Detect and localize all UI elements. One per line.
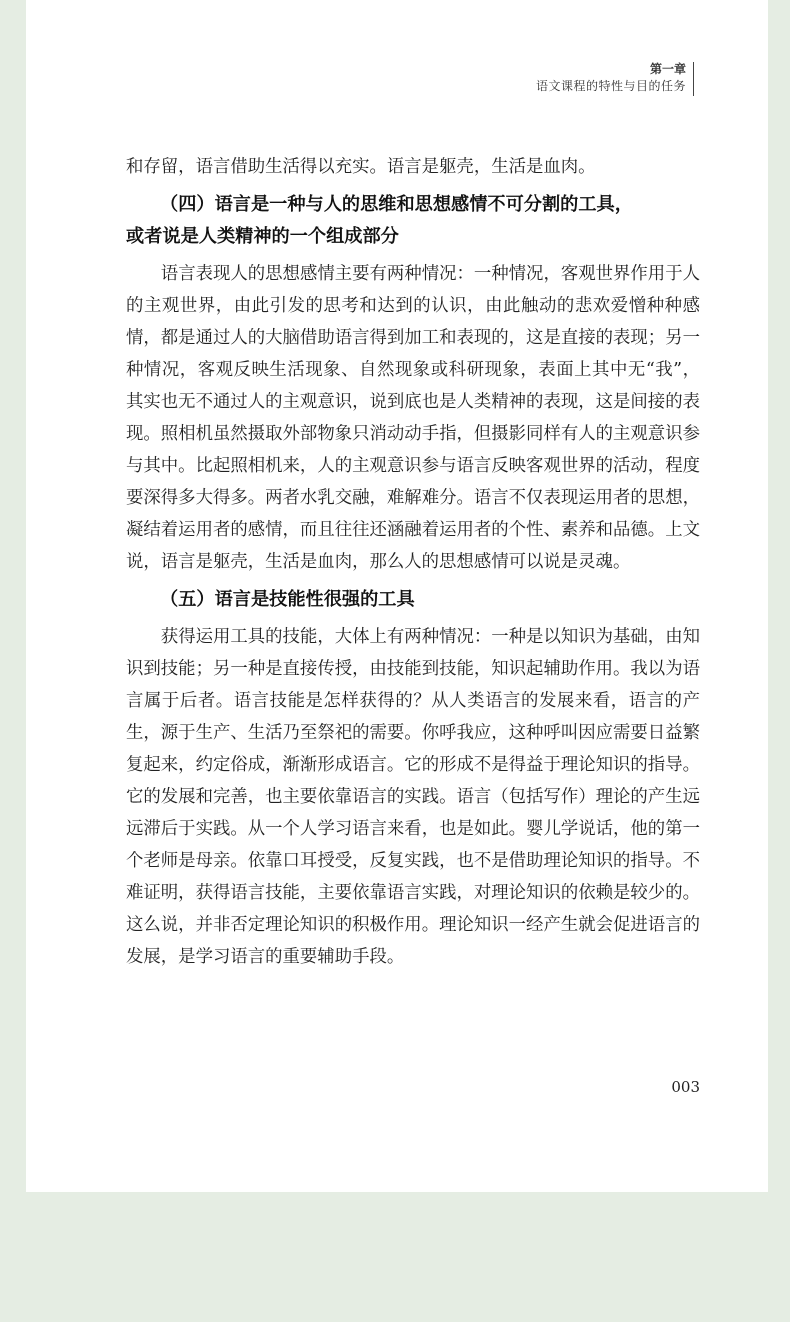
section-5-heading: （五）语言是技能性很强的工具 — [160, 589, 415, 610]
chapter-label: 第一章 — [649, 62, 686, 76]
section-4-heading-line2: 或者说是人类精神的一个组成部分 — [126, 226, 399, 247]
body-text — [126, 151, 700, 973]
section-4-paragraph: 语言表现人的思想感情主要有两种情况：一种情况，客观世界作用于人的主观世界，由此引发的思考和达到的认识，由此触动的悲欢爱憎种种感情，都是通过人的大脑借助语言得到加工和表现的，这是直接的表现；另一种情况，客观反映生活现象、自然现象或科研现象，表面上其中无“我”，其实也无不通过人的主观意识，说到底也是人类精神的表现，这是间接的表现。照相机虽然摄取外部物象只消动动手指，但摄影同样有人的主观意识参与其中。比起照相机来，人的主观意识参与语言反映客观世界的活动，程度要深得多大得多。两者水乳交融，难解难分。语言不仅表现运用者的思想，凝结着运用者的感情，而且往往还涵融着运用者的个性、素养和品德。上文说，语言是躯壳，生活是血肉，那么人的思想感情可以说是灵魂。 — [126, 264, 700, 572]
section-4-heading — [126, 189, 700, 253]
book-page — [26, 0, 768, 1192]
chapter-title: 语文课程的特性与目的任务 — [535, 79, 686, 93]
page-number: 003 — [671, 1078, 700, 1096]
opening-paragraph: 和存留，语言借助生活得以充实。语言是躯壳，生活是血肉。 — [126, 157, 596, 177]
section-5-paragraph: 获得运用工具的技能，大体上有两种情况：一种是以知识为基础，由知识到技能；另一种是直接传授，由技能到技能，知识起辅助作用。我以为语言属于后者。语言技能是怎样获得的？从人类语言的发展来看，语言的产生，源于生产、生活乃至祭祀的需要。你呼我应，这种呼叫因应需要日益繁复起来，约定俗成，渐渐形成语言。它的形成不是得益于理论知识的指导。它的发展和完善，也主要依靠语言的实践。语言（包括写作）理论的产生远远滞后于实践。从一个人学习语言来看，也是如此。婴儿学说话，他的第一个老师是母亲。依靠口耳授受，反复实践，也不是借助理论知识的指导。不难证明，获得语言技能，主要依靠语言实践，对理论知识的依赖是较少的。这么说，并非否定理论知识的积极作用。理论知识一经产生就会促进语言的发展，是学习语言的重要辅助手段。 — [126, 627, 700, 967]
running-head-divider — [693, 62, 694, 96]
section-4-heading-line1: （四）语言是一种与人的思维和思想感情不可分割的工具， — [160, 194, 633, 215]
running-head — [536, 61, 686, 95]
